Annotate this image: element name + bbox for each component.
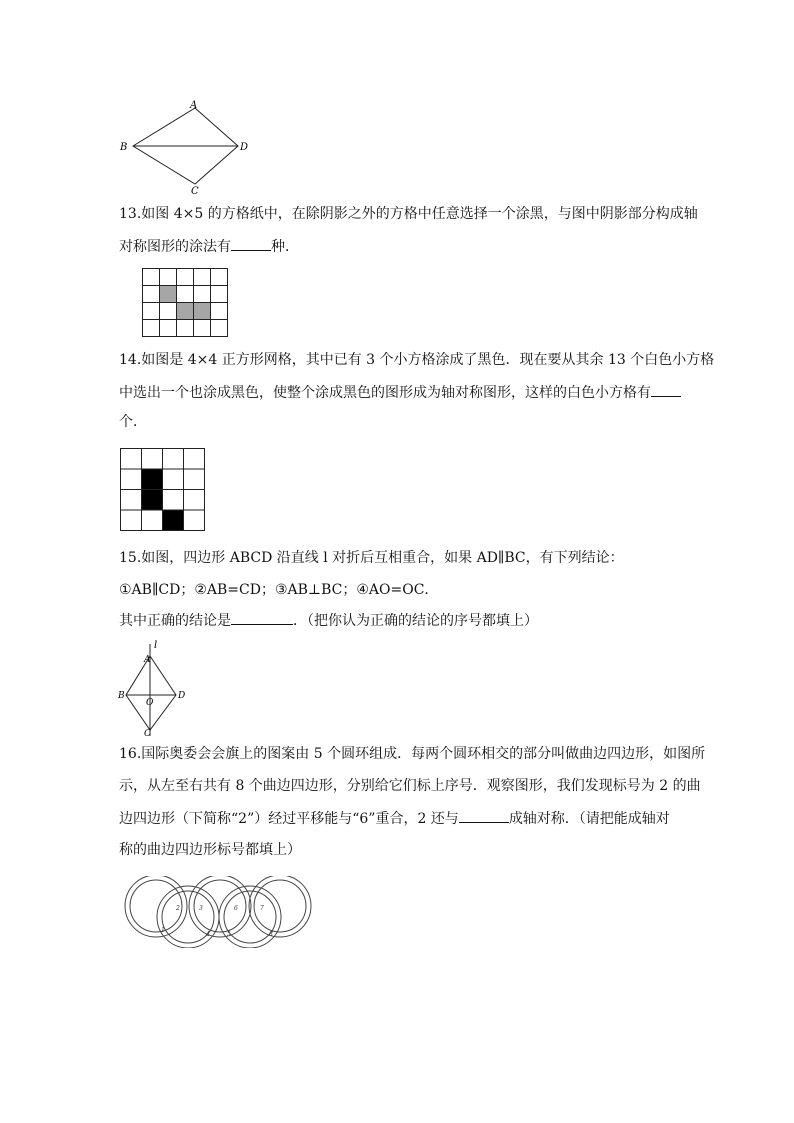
ring-number-6: 6 <box>234 905 238 912</box>
q15-line2: ①AB∥CD；②AB=CD；③AB⊥BC；④AO=OC． <box>119 582 439 598</box>
q14-grid-cell <box>184 449 205 470</box>
q13-grid-cell <box>194 286 211 303</box>
q13-grid-cell <box>143 286 160 303</box>
rhombus-figure <box>116 638 196 738</box>
q14-grid-cell <box>184 469 205 490</box>
q14-grid-cell <box>163 469 184 490</box>
kite-figure <box>116 98 256 196</box>
q13-grid-cell <box>160 320 177 337</box>
q13-grid-shaded-cell <box>160 286 177 303</box>
kite-label-c: C <box>191 186 199 196</box>
q14-grid-cell <box>163 449 184 470</box>
rhombus-label-c: C <box>144 729 151 738</box>
q16-line3-pre: 边四边形（下简称“2”）经过平移能与“6”重合，2 还与 <box>119 811 459 827</box>
q13-grid-cell <box>177 269 194 286</box>
ring-number-5: 5 <box>227 931 231 938</box>
ring-number-8: 8 <box>269 931 273 938</box>
kite-label-b: B <box>120 142 128 153</box>
q14-grid-cell <box>121 490 142 511</box>
q13-line2-pre: 对称图形的涂法有 <box>119 239 231 255</box>
q13-grid-shaded-cell <box>177 303 194 320</box>
q14-grid-cell <box>121 469 142 490</box>
q13-line2 <box>119 236 299 257</box>
kite-label-a: A <box>190 100 198 111</box>
q14-grid-cell <box>142 510 163 531</box>
rhombus-label-d: D <box>178 691 186 701</box>
rhombus-label-o: O <box>146 698 154 708</box>
q16-line3 <box>119 808 670 829</box>
olympic-rings-figure <box>120 876 320 948</box>
ring-4-outer <box>219 886 281 948</box>
ring-number-4: 4 <box>206 931 210 938</box>
rhombus-label-b: B <box>118 691 125 701</box>
q14-grid-shaded-cell <box>142 469 163 490</box>
q14-line1: 14.如图是 4×4 正方形网格，其中已有 3 个小方格涂成了黑色．现在要从其余 13 个白色小方格 <box>119 352 715 368</box>
q13-grid-cell <box>211 286 228 303</box>
q15-line3-post: ．（把你认为正确的结论的序号都填上） <box>293 613 538 629</box>
kite-label-d: D <box>240 142 249 153</box>
q14-grid-cell <box>121 449 142 470</box>
q13-grid-figure <box>142 268 230 338</box>
q13-grid-cell <box>177 286 194 303</box>
q13-line2-post: 种． <box>271 239 299 255</box>
q14-grid-shaded-cell <box>163 510 184 531</box>
q13-grid-cell <box>211 320 228 337</box>
q13-grid-cell <box>194 269 211 286</box>
q16-answer-blank[interactable] <box>459 808 509 823</box>
q15-line1: 15.如图，四边形 ABCD 沿直线 l 对折后互相重合，如果 AD∥BC，有下列结论： <box>119 550 624 566</box>
q13-grid-cell <box>160 303 177 320</box>
q13-grid-shaded-cell <box>194 303 211 320</box>
line-label-l: l <box>154 640 158 651</box>
rhombus-label-a: A <box>144 655 151 665</box>
ring-number-3: 3 <box>199 905 203 912</box>
q14-grid-cell <box>184 490 205 511</box>
q15-line3-pre: 其中正确的结论是 <box>119 613 231 629</box>
q14-line2 <box>119 382 681 403</box>
q16-line2: 示，从左至右共有 8 个曲边四边形，分别给它们标上序号．观察图形，我们发现标号为 2 的曲 <box>119 778 701 794</box>
q13-grid-cell <box>211 303 228 320</box>
q13-grid-cell <box>177 320 194 337</box>
q13-grid-cell <box>211 269 228 286</box>
q13-answer-blank[interactable] <box>231 236 271 251</box>
q13-line1: 13.如图 4×5 的方格纸中，在除阴影之外的方格中任意选择一个涂黑，与图中阴影部分构成轴 <box>119 206 698 222</box>
rhombus-outline <box>126 656 176 730</box>
q14-grid-cell <box>184 510 205 531</box>
q16-line4: 称的曲边四边形标号都填上） <box>119 842 301 858</box>
ring-5-outer <box>249 876 311 937</box>
ring-number-7: 7 <box>260 905 264 912</box>
q13-grid-cell <box>160 269 177 286</box>
q15-answer-blank[interactable] <box>231 610 293 625</box>
ring-1-inner <box>130 880 182 932</box>
q16-line1: 16.国际奥委会会旗上的图案由 5 个圆环组成．每两个圆环相交的部分叫做曲边四边形，如图所 <box>119 746 706 762</box>
q14-grid-figure <box>120 448 206 532</box>
ring-number-1: 1 <box>161 927 165 934</box>
ring-number-2: 2 <box>176 905 180 912</box>
q14-line2-pre: 中选出一个也涂成黑色，使整个涂成黑色的图形成为轴对称图形，这样的白色小方格有 <box>119 385 651 401</box>
q13-grid-cell <box>143 303 160 320</box>
q14-grid-shaded-cell <box>142 490 163 511</box>
q14-line3: 个． <box>119 414 147 430</box>
q13-grid-cell <box>194 320 211 337</box>
q13-grid-cell <box>143 320 160 337</box>
q15-line3 <box>119 610 538 631</box>
q13-grid-cell <box>143 269 160 286</box>
q14-answer-blank[interactable] <box>651 382 681 397</box>
q14-grid-cell <box>142 449 163 470</box>
q14-grid-cell <box>121 510 142 531</box>
q14-grid-cell <box>163 490 184 511</box>
ring-2-outer <box>157 886 219 948</box>
q16-line3-post: 成轴对称．（请把能成轴对 <box>508 811 670 827</box>
